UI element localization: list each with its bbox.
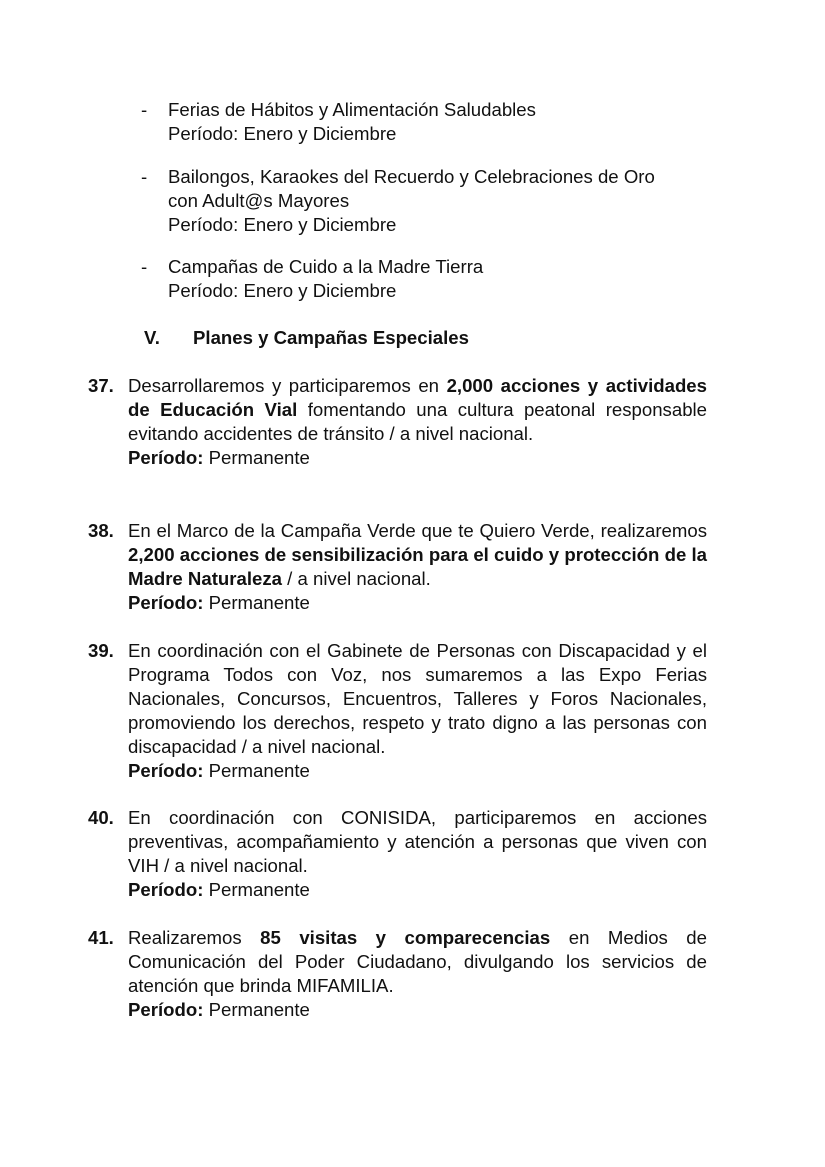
bullet-period: Período: Enero y Diciembre xyxy=(168,280,397,301)
item-text: Realizaremos 85 visitas y comparecencias en Medios de Comunicación del Poder Ciudadano, divulgando los servicios de atención que brinda MIFAMILIA. xyxy=(128,927,707,996)
numbered-item xyxy=(88,374,708,470)
section-title: Planes y Campañas Especiales xyxy=(193,327,469,348)
item-text: En el Marco de la Campaña Verde que te Quiero Verde, realizaremos 2,200 acciones de sensibilización para el cuido y protección de la Madre Naturaleza / a nivel nacional. xyxy=(128,520,707,589)
item-period: Período: Permanente xyxy=(128,879,310,900)
numbered-item xyxy=(88,926,708,1022)
bullet-text: con Adult@s Mayores xyxy=(168,190,350,211)
numbered-item xyxy=(88,519,708,615)
numbered-item xyxy=(88,639,708,783)
bullet-item xyxy=(141,165,721,237)
section-number: V. xyxy=(144,327,160,348)
item-period: Período: Permanente xyxy=(128,999,310,1020)
item-number: 38. xyxy=(88,520,114,541)
bullet-dash: - xyxy=(141,256,148,277)
item-number: 39. xyxy=(88,640,114,661)
bullet-dash: - xyxy=(141,166,148,187)
bullet-text: Campañas de Cuido a la Madre Tierra xyxy=(168,256,484,277)
bullet-item xyxy=(141,255,721,303)
bullet-text: Ferias de Hábitos y Alimentación Saludables xyxy=(168,99,536,120)
bullet-dash: - xyxy=(141,99,148,120)
section-heading xyxy=(144,326,469,350)
bullet-text: Bailongos, Karaokes del Recuerdo y Celebraciones de Oro xyxy=(168,166,655,187)
item-text: En coordinación con el Gabinete de Personas con Discapacidad y el Programa Todos con Voz, nos sumaremos a las Expo Ferias Nacionales, Concursos, Encuentros, Talleres y Foros Nacionales, promoviendo los derechos, respeto y trato digno a las personas con discapacidad / a nivel nacional. xyxy=(128,640,707,757)
bullet-period: Período: Enero y Diciembre xyxy=(168,214,397,235)
item-text: Desarrollaremos y participaremos en 2,000 acciones y actividades de Educación Vial fomentando una cultura peatonal responsable evitando accidentes de tránsito / a nivel nacional. xyxy=(128,375,708,444)
item-period: Período: Permanente xyxy=(128,447,310,468)
numbered-item xyxy=(88,806,708,902)
bullet-item xyxy=(141,98,721,146)
item-number: 40. xyxy=(88,807,114,828)
item-number: 37. xyxy=(88,375,114,396)
bullet-period: Período: Enero y Diciembre xyxy=(168,123,397,144)
item-number: 41. xyxy=(88,927,114,948)
item-text: En coordinación con CONISIDA, participaremos en acciones preventivas, acompañamiento y atención a personas que viven con VIH / a nivel nacional. xyxy=(128,807,707,876)
item-period: Período: Permanente xyxy=(128,760,310,781)
item-period: Período: Permanente xyxy=(128,592,310,613)
